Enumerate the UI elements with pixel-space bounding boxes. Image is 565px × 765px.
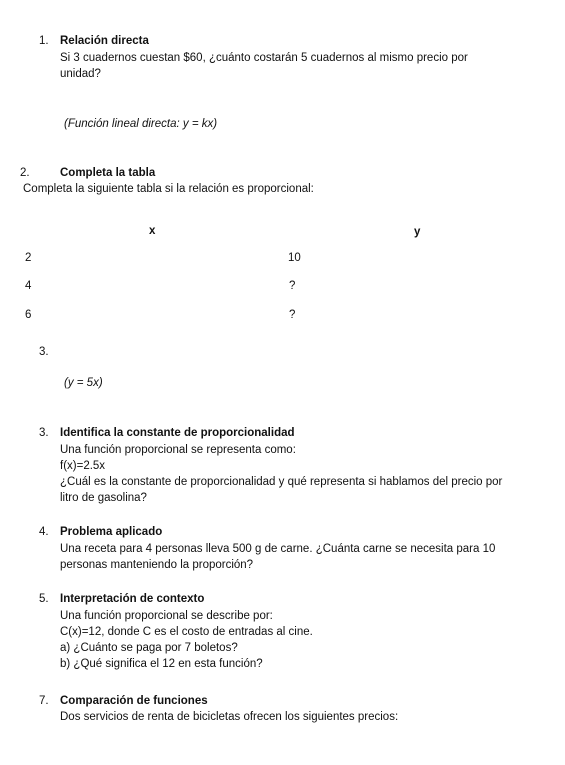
section-1-line-1: Si 3 cuadernos cuestan $60, ¿cuánto costarán 5 cuadernos al mismo precio por (60, 52, 468, 64)
section-3-title: Identifica la constante de proporcionalidad (60, 427, 295, 439)
table-cell-x-2: 4 (25, 280, 32, 292)
table-cell-x-1: 2 (25, 252, 32, 264)
section-5-number: 5. (39, 593, 49, 605)
section-3-line-2: f(x)=2.5x (60, 460, 106, 472)
section-2-title: Completa la tabla (60, 167, 156, 179)
section-3-line-4: litro de gasolina? (60, 492, 147, 504)
section-2-subnumber: 3. (39, 346, 49, 358)
section-7-line-1: Dos servicios de renta de bicicletas ofrecen los siguientes precios: (60, 711, 399, 723)
section-5-title: Interpretación de contexto (60, 593, 205, 605)
table-cell-y-2: ? (289, 280, 296, 292)
section-4-line-1: Una receta para 4 personas lleva 500 g de carne. ¿Cuánta carne se necesita para 10 (60, 543, 496, 555)
table-cell-y-3: ? (289, 309, 296, 321)
section-3-line-1: Una función proporcional se representa como: (60, 444, 296, 456)
section-5-line-3: a) ¿Cuánto se paga por 7 boletos? (60, 642, 238, 654)
section-2-intro: Completa la siguiente tabla si la relación es proporcional: (23, 183, 314, 195)
section-1-title: Relación directa (60, 35, 149, 47)
section-7-title: Comparación de funciones (60, 695, 208, 707)
table-header-y: y (414, 226, 421, 238)
table-cell-y-1: 10 (288, 252, 301, 264)
section-1-number: 1. (39, 35, 49, 47)
table-header-x: x (149, 225, 156, 237)
section-2-formula: (y = 5x) (64, 377, 103, 389)
section-3-number: 3. (39, 427, 49, 439)
section-4-title: Problema aplicado (60, 526, 163, 538)
section-1-line-2: unidad? (60, 68, 101, 80)
section-5-line-1: Una función proporcional se describe por: (60, 610, 273, 622)
section-2-number: 2. (20, 167, 30, 179)
section-7-number: 7. (39, 695, 49, 707)
section-4-number: 4. (39, 526, 49, 538)
section-3-line-3: ¿Cuál es la constante de proporcionalidad y qué representa si hablamos del precio por (60, 476, 503, 488)
section-1-formula: (Función lineal directa: y = kx) (64, 118, 218, 130)
section-4-line-2: personas manteniendo la proporción? (60, 559, 254, 571)
table-cell-x-3: 6 (25, 309, 32, 321)
section-5-line-2: C(x)=12, donde C es el costo de entradas al cine. (60, 626, 313, 638)
section-5-line-4: b) ¿Qué significa el 12 en esta función? (60, 658, 263, 670)
